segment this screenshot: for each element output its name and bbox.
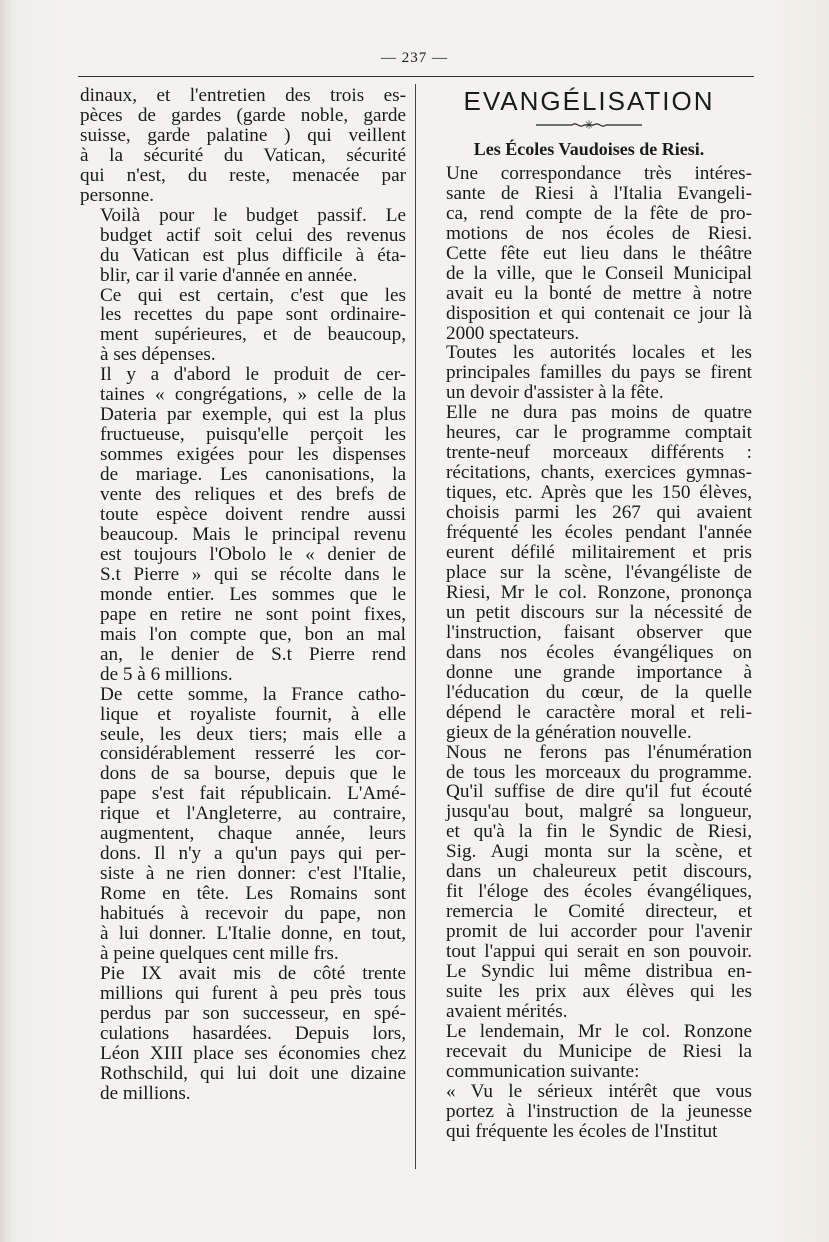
text-line: personne.	[80, 184, 155, 206]
text-line: Elle ne dura pas moins de quatre	[446, 402, 752, 424]
text-line: Voilà pour le budget passif. Le	[100, 204, 406, 226]
text-line: ment supérieures, et de beaucoup,	[100, 324, 406, 346]
text-line: donne une grande importance à	[446, 661, 752, 683]
text-line: ca, rend compte de la fête de pro-	[446, 202, 752, 224]
text-line: suisse, garde palatine ) qui veillent	[80, 124, 406, 146]
text-line: millions qui furent à peu près tous	[100, 982, 406, 1004]
text-line: dons de sa bourse, depuis que le	[100, 763, 406, 785]
text-line: budget actif soit celui des revenus	[100, 224, 406, 246]
text-line: Riesi, Mr le col. Ronzone, prononça	[446, 581, 752, 603]
text-line: qui fréquente les écoles de l'Institut	[446, 1120, 718, 1142]
text-line: S.t Pierre » qui se récolte dans le	[100, 563, 406, 585]
text-line: pape s'est fait républicain. L'Amé-	[100, 783, 406, 805]
text-line: de la ville, que le Conseil Municipal	[446, 262, 752, 284]
text-line: Léon XIII place ses économies chez	[100, 1042, 406, 1064]
text-line: toute espèce doivent rendre aussi	[100, 504, 406, 526]
text-line: du Vatican est plus difficile à éta-	[100, 244, 406, 266]
text-line: suite les prix aux élèves qui les	[446, 980, 752, 1002]
paragraph	[80, 86, 406, 206]
text-line: culations hasardées. Depuis lors,	[100, 1022, 406, 1044]
text-line: de mariage. Les canonisations, la	[100, 464, 406, 486]
text-line: avait eu la bonté de mettre à notre	[446, 282, 752, 304]
text-line: lique et royaliste fournit, à elle	[100, 703, 406, 725]
paragraph	[426, 343, 752, 403]
paragraph	[80, 206, 406, 286]
text-line: dons. Il n'y a qu'un pays qui per-	[100, 843, 406, 865]
text-line: Rothschild, qui lui doit une dizaine	[100, 1062, 406, 1084]
text-line: fructueuse, puisqu'elle perçoit les	[100, 424, 406, 446]
left-column	[80, 86, 406, 1104]
text-line: un petit discours sur la nécessité de	[446, 601, 752, 623]
text-line: dans un chaleureux petit discours,	[446, 861, 752, 883]
text-line: les recettes du pape sont ordinaire-	[100, 304, 406, 326]
text-line: heures, car le programme comptait	[446, 422, 752, 444]
text-line: Il y a d'abord le produit de cer-	[100, 364, 406, 386]
paragraph	[426, 403, 752, 742]
text-line: taines « congrégations, » celle de la	[100, 384, 406, 406]
text-line: et qu'à la fin le Syndic de Riesi,	[446, 821, 752, 843]
text-line: an, le denier de S.t Pierre rend	[100, 643, 406, 665]
text-line: l'instruction, faisant observer que	[446, 621, 752, 643]
column-divider	[415, 84, 416, 1169]
paragraph	[80, 286, 406, 366]
text-line: mais l'on compte que, bon an mal	[100, 623, 406, 645]
text-line: Nous ne ferons pas l'énumération	[446, 741, 752, 763]
text-line: pape en retire ne sont point fixes,	[100, 603, 406, 625]
text-line: sommes exigées pour les dispenses	[100, 444, 406, 466]
text-line: seule, les deux tiers; mais elle a	[100, 723, 406, 745]
paragraph	[80, 964, 406, 1104]
text-line: trente-neuf morceaux différents :	[446, 442, 752, 464]
text-line: un devoir d'assister à la fête.	[446, 382, 664, 404]
text-line: sante de Riesi à l'Italia Evangeli-	[446, 182, 752, 204]
text-line: de 5 à 6 millions.	[100, 663, 233, 685]
text-line: tout l'appui qui serait en son pouvoir.	[446, 941, 752, 963]
svg-text:✳: ✳	[583, 118, 595, 131]
text-line: remercia le Comité directeur, et	[446, 901, 752, 923]
text-line: pèces de gardes (garde noble, garde	[80, 104, 406, 126]
text-line: portez à l'instruction de la jeunesse	[446, 1100, 752, 1122]
header-rule	[78, 76, 754, 77]
paragraph	[426, 1022, 752, 1082]
text-line: à peine quelques cent mille frs.	[100, 942, 339, 964]
text-line: monde entier. Les sommes que le	[100, 583, 406, 605]
text-line: Une correspondance très intéres-	[446, 162, 752, 184]
text-line: recevait du Municipe de Riesi la	[446, 1040, 752, 1062]
text-line: tiques, etc. Après que les 150 élèves,	[446, 482, 752, 504]
text-line: Toutes les autorités locales et les	[446, 342, 752, 364]
ornament-divider	[426, 116, 752, 130]
text-line: de millions.	[100, 1082, 191, 1104]
text-line: principales familles du pays se firent	[446, 362, 752, 384]
text-line: dépend le caractère moral et reli-	[446, 701, 752, 723]
right-column-body	[426, 164, 752, 1142]
paragraph	[80, 685, 406, 964]
text-line: à ses dépenses.	[100, 344, 216, 366]
text-line: dinaux, et l'entretien des trois es-	[80, 85, 406, 106]
text-line: communication suivante:	[446, 1060, 640, 1082]
text-line: beaucoup. Mais le principal revenu	[100, 523, 406, 545]
text-line: qui n'est, du reste, menacée par	[80, 164, 406, 186]
text-line: 2000 spectateurs.	[446, 322, 580, 344]
text-line: rique et l'Angleterre, au contraire,	[100, 803, 406, 825]
text-line: est toujours l'Obolo le « denier de	[100, 543, 406, 565]
text-line: à la sécurité du Vatican, sécurité	[80, 144, 406, 166]
text-line: Cette fête eut lieu dans le théâtre	[446, 242, 752, 264]
text-line: Rome en tête. Les Romains sont	[100, 883, 406, 905]
text-line: récitations, chants, exercices gymnas-	[446, 462, 752, 484]
text-line: Qu'il suffise de dire qu'il fut écouté	[446, 781, 752, 803]
text-line: à lui donner. L'Italie donne, en tout,	[100, 923, 406, 945]
text-line: Pie IX avait mis de côté trente	[100, 962, 406, 984]
article-subheading: Les Écoles Vaudoises de Riesi.	[473, 138, 705, 159]
text-line: habitués à recevoir du pape, non	[100, 903, 406, 925]
text-line: De cette somme, la France catho-	[100, 683, 406, 705]
paragraph	[80, 365, 406, 684]
text-line: l'éducation du cœur, de la quelle	[446, 681, 752, 703]
text-line: Sig. Augi monta sur la scène, et	[446, 841, 752, 863]
text-line: vente des reliques et des brefs de	[100, 484, 406, 506]
page-number: — 237 —	[381, 50, 448, 66]
text-line: eurent défilé militairement et pris	[446, 542, 752, 564]
text-line: considérablement resserré les cor-	[100, 743, 406, 765]
text-line: Le lendemain, Mr le col. Ronzone	[446, 1020, 752, 1042]
text-line: siste à ne rien donner: c'est l'Italie,	[100, 863, 406, 885]
right-column	[426, 86, 752, 1142]
text-line: gieux de la génération nouvelle.	[446, 721, 692, 743]
text-line: fit l'éloge des écoles évangéliques,	[446, 881, 752, 903]
section-title: EVANGÉLISATION	[463, 86, 715, 116]
text-line: perdus par son successeur, en spé-	[100, 1002, 406, 1024]
text-line: disposition et qui contenait ce jour là	[446, 302, 752, 324]
text-line: blir, car il varie d'année en année.	[100, 264, 358, 286]
text-line: avaient mérités.	[446, 1000, 568, 1022]
text-line: Le Syndic lui même distribua en-	[446, 961, 752, 983]
text-line: « Vu le sérieux intérêt que vous	[446, 1080, 752, 1102]
paragraph	[426, 164, 752, 344]
text-line: motions de nos écoles de Riesi.	[446, 222, 752, 244]
paragraph	[426, 1082, 752, 1142]
text-line: dans nos écoles évangéliques on	[446, 641, 752, 663]
text-line: Ce qui est certain, c'est que les	[100, 284, 406, 306]
text-line: place sur la scène, l'évangéliste de	[446, 561, 752, 583]
text-line: de tous les morceaux du programme.	[446, 761, 752, 783]
text-line: choisis parmi les 267 qui avaient	[446, 502, 752, 524]
text-line: fréquenté les écoles pendant l'année	[446, 522, 752, 544]
text-line: promit de lui accorder pour l'avenir	[446, 921, 752, 943]
text-line: Dateria par exemple, qui est la plus	[100, 404, 406, 426]
text-line: augmentent, chaque année, leurs	[100, 823, 406, 845]
text-line: jusqu'au bout, malgré sa longueur,	[446, 801, 752, 823]
paragraph	[426, 743, 752, 1022]
